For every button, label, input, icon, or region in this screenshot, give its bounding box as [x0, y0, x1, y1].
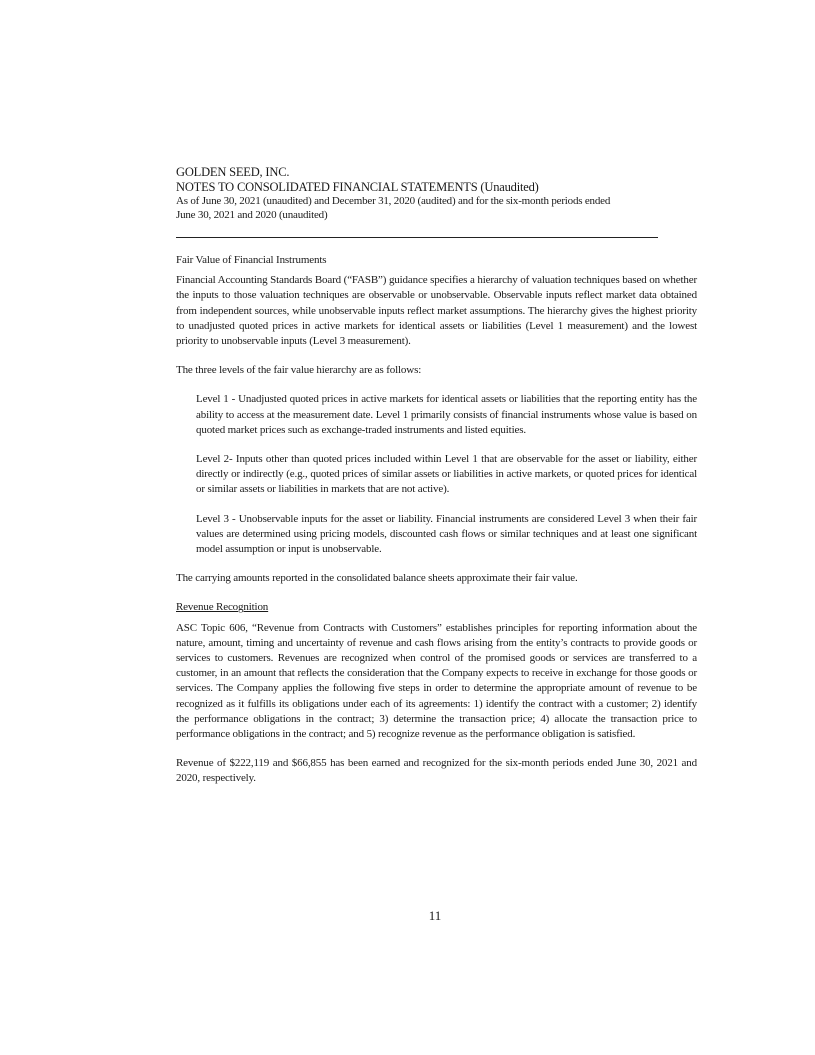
document-title: NOTES TO CONSOLIDATED FINANCIAL STATEMENTS (Unaudited) — [176, 180, 539, 194]
page-number: 11 — [428, 908, 442, 923]
level-3-definition: Level 3 - Unobservable inputs for the asset or liability. Financial instruments are considered Level 3 when their fair values are determined using pricing models, discounted cash flows or similar techniques and at least one significant model assumption or input is unobservable. — [196, 512, 697, 556]
fair-value-intro: Financial Accounting Standards Board (“FASB”) guidance specifies a hierarchy of valuation techniques based on whether the inputs to those valuation techniques are observable or unobservable. Observable inputs reflect market data obtained from independent sources, while unobservable inputs reflect market assumptions. The hierarchy gives the highest priority to unadjusted quoted prices in active markets for identical assets or liabilities (Level 1 measurement) and the lowest priority to unobservable inputs (Level 3 measurement). — [176, 274, 697, 348]
revenue-paragraph-2: Revenue of $222,119 and $66,855 has been earned and recognized for the six-month periods ended June 30, 2021 and 2020, respectively. — [176, 757, 697, 785]
period-line-2: June 30, 2021 and 2020 (unaudited) — [176, 208, 328, 221]
notes-body — [176, 253, 697, 787]
page-header — [176, 165, 696, 222]
fair-value-heading: Fair Value of Financial Instruments — [176, 254, 327, 266]
level-2-definition: Level 2- Inputs other than quoted prices included within Level 1 that are observable for the asset or liability, either directly or indirectly (e.g., quoted prices of similar assets or liabilities in active markets, or quoted prices for identical or similar assets or liabilities in markets that are not active). — [196, 453, 697, 496]
revenue-paragraph-1: ASC Topic 606, “Revenue from Contracts with Customers” establishes principles for reporting information about the nature, amount, timing and uncertainty of revenue and cash flows arising from the entity’s contracts to provide goods or services to customers. Revenues are recognized when control of the promised goods or services are transferred to a customer, in an amount that reflects the consideration that the Company expects to receive in exchange for those goods or services. The Company applies the following five steps in order to determine the appropriate amount of revenue to be recognized as it fulfills its obligations under each of its agreements: 1) identify the contract with a customer; 2) identify the performance obligations in the contract; 3) determine the transaction price; 4) allocate the transaction price to performance obligations in the contract; and 5) recognize revenue as the performance obligation is satisfied. — [176, 621, 697, 741]
company-name: GOLDEN SEED, INC. — [176, 165, 290, 179]
revenue-recognition-heading: Revenue Recognition — [176, 601, 269, 614]
fair-value-closing: The carrying amounts reported in the consolidated balance sheets approximate their fair value. — [176, 572, 578, 585]
period-line-1: As of June 30, 2021 (unaudited) and December 31, 2020 (audited) and for the six-month periods ended — [176, 195, 611, 207]
levels-intro: The three levels of the fair value hierarchy are as follows: — [176, 364, 422, 377]
header-divider — [176, 237, 658, 238]
level-1-definition: Level 1 - Unadjusted quoted prices in active markets for identical assets or liabilities that the reporting entity has the ability to access at the measurement date. Level 1 primarily consists of financial instruments whose value is based on quoted market prices such as exchange-traded instruments and listed equities. — [196, 393, 697, 436]
